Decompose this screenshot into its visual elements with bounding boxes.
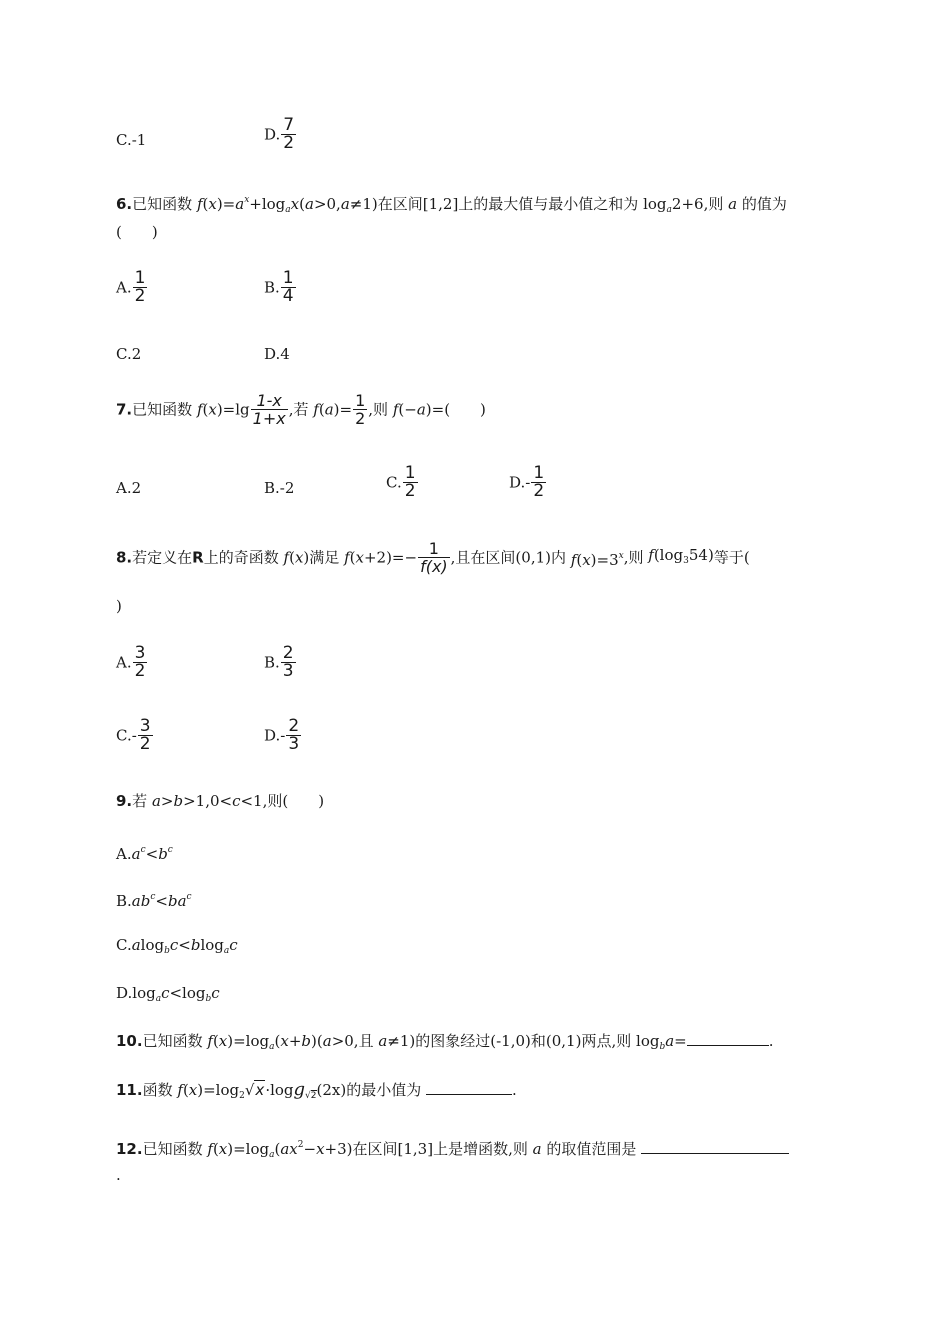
answer-blank[interactable] (687, 1031, 769, 1046)
q6-expression: $\log_a2+6$ (643, 195, 704, 215)
q6-function: $f(x)=a^x+\log_ax(a>0,a\ne 1)$ (196, 195, 378, 215)
q8-option-c: C.- $\frac{3}{2}$ (116, 716, 151, 754)
fraction: $\frac{7}{2}$ (283, 115, 295, 153)
fraction: $\frac{2}{3}$ (288, 716, 300, 754)
q8-option-b: B. $\frac{2}{3}$ (264, 643, 294, 681)
q7-option-a: A.2 (116, 479, 142, 497)
question-7: 7.已知函数 f(x)=lg $\frac{1-x}{1+x}$ ,若 f(a)= $\frac{1}{2}$ ,则 f(−a)=( ) (116, 391, 486, 428)
fraction-one-over-fx: $\frac{1}{f(x)}$ (420, 539, 448, 576)
q8-option-a: A. $\frac{3}{2}$ (116, 643, 146, 681)
q7-option-b: B.-2 (264, 479, 295, 497)
fraction: $\frac{1}{2}$ (404, 463, 416, 501)
q12-function: $f(x)=\log_a(ax^2-x+3)$ (207, 1140, 353, 1160)
fraction: $\frac{3}{2}$ (139, 716, 151, 754)
q8-paren-close: ) (116, 597, 122, 615)
q11-function: $f(x)=\log_2√x\cdot\log g_{√2}$ (177, 1079, 317, 1101)
q6-option-a: A. $\frac{1}{2}$ (116, 268, 146, 306)
question-12: 12.已知函数 $f(x)=\log_a(ax^2-x+3)$在区间[1,3]上是增函数,则 a 的取值范围是 (116, 1135, 789, 1165)
q7-option-d: D.- $\frac{1}{2}$ (509, 463, 545, 501)
fraction-half: $\frac{1}{2}$ (355, 391, 366, 428)
q9-option-b: $B.ab^c<ba^c$ (116, 892, 192, 910)
q10-function: $f(x)=\log_a(x+b)(a>0$,且 a≠1) (207, 1032, 416, 1052)
q12-end: . (116, 1166, 121, 1184)
fraction-one-minus-x: $\frac{1-x}{1+x}$ (252, 391, 286, 428)
q8-option-d: D.- $\frac{2}{3}$ (264, 716, 300, 754)
answer-blank[interactable] (641, 1139, 789, 1154)
question-11: 11.函数 $f(x)=\log_2√x\cdot\log g_{√2}(2x)$的最小值为 . (116, 1079, 517, 1101)
q5-option-c: C.-1 (116, 131, 147, 149)
q5-option-d: D. $\frac{7}{2}$ (264, 115, 295, 153)
q9-option-d: $D.\log_ac<\log_bc$ (116, 984, 220, 1004)
q6-paren: ( ) (116, 223, 158, 241)
q9-option-c: C.alog$_b$c<blog$_a$c (116, 936, 238, 956)
fraction: $\frac{2}{3}$ (282, 643, 294, 681)
q7-option-c: C. $\frac{1}{2}$ (386, 463, 416, 501)
question-8: 8.若定义在R上的奇函数 f(x)满足 f(x+2)=− $\frac{1}{f(x)}$ ,且在区间(0,1)内 $f(x)=3^x$,则 $f(\log_354)$等于( (116, 539, 750, 576)
question-10: 10.已知函数 $f(x)=\log_a(x+b)(a>0$,且 a≠1)的图象经过(-1,0)和(0,1)两点,则 $\log_ba=$ . (116, 1032, 774, 1052)
q6-option-b: B. $\frac{1}{4}$ (264, 268, 294, 306)
fraction: $\frac{1}{2}$ (134, 268, 146, 306)
answer-blank[interactable] (426, 1080, 512, 1095)
q6-option-c: C.2 (116, 345, 142, 363)
fraction: $\frac{1}{2}$ (533, 463, 545, 501)
question-6: 6.已知函数 $f(x)=a^x+\log_ax(a>0,a\ne 1)$在区间[1,2]上的最大值与最小值之和为 $\log_a2+6$,则 a 的值为 (116, 195, 787, 215)
question-9: 9.若 a>b>1,0<c<1,则( ) (116, 792, 325, 810)
fraction: $\frac{3}{2}$ (134, 643, 146, 681)
q9-condition: a>b>1,0<c<1 (151, 792, 263, 810)
fraction: $\frac{1}{4}$ (282, 268, 294, 306)
q9-option-a: $A.a^c<b^c$ (116, 845, 173, 863)
q6-option-d: D.4 (264, 345, 290, 363)
